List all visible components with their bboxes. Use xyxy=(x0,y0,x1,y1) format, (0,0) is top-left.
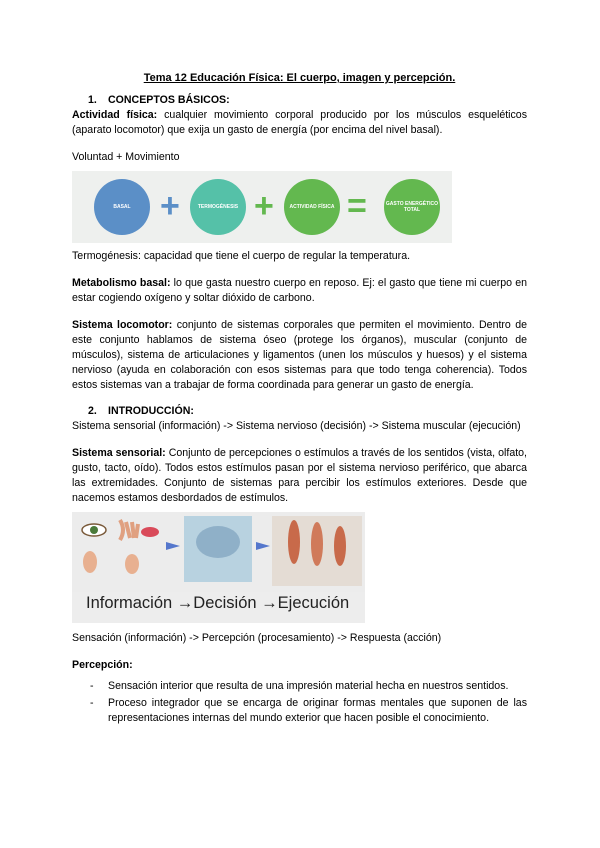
percepcion-list xyxy=(72,679,527,726)
term-percepcion: Percepción: xyxy=(72,659,133,671)
circle-termogenesis: TERMOGÉNESIS xyxy=(190,179,246,235)
definition-sistema-sensorial: Conjunto de percepciones o estímulos a través de los sentidos (vista, olfato, gusto, tacto, oído). Todos estos estímulos pasan por el sistema nervioso periférico, que abarca las extremidades. Conjunto de sistemas para percibir los estímulos exteriores. Desde que nacemos estamos desbordados de estímulos. xyxy=(72,447,527,504)
page-title: Tema 12 Educación Física: El cuerpo, imagen y percepción. xyxy=(143,72,456,84)
senses-illustration xyxy=(72,512,365,592)
list-item xyxy=(72,696,527,726)
list-item-text: Proceso integrador que se encarga de originar formas mentales que suponen de las representaciones internas del mundo exterior que hacen posible el conocimiento. xyxy=(108,697,527,724)
circle-basal: BASAL xyxy=(94,179,150,235)
list-item xyxy=(72,679,527,694)
senses-process-image xyxy=(72,512,365,623)
paragraph-actividad-fisica xyxy=(72,108,527,138)
circle-gasto-energetico: GASTO ENERGÉTICO TOTAL xyxy=(384,179,440,235)
list-bullet: - xyxy=(90,697,94,709)
paragraph-intro-flow: Sistema sensorial (información) -> Sistema nervioso (decisión) -> Sistema muscular (ejecución) xyxy=(72,420,521,432)
definition-actividad-fisica: cualquier movimiento corporal producido por los músculos esqueléticos (aparato locomotor) que exija un gasto de energía (por encima del nivel basal). xyxy=(72,109,527,136)
section-title: CONCEPTOS BÁSICOS: xyxy=(108,94,230,106)
paragraph-sistema-locomotor xyxy=(72,318,527,393)
section-number: 1. xyxy=(88,94,97,106)
definition-metabolismo-basal: lo que gasta nuestro cuerpo en reposo. Ej: el gasto que tiene mi cuerpo en estar cogiendo oxígeno y soltar dióxido de carbono. xyxy=(72,277,528,304)
list-bullet: - xyxy=(90,680,94,692)
equals-sign: = xyxy=(347,187,367,225)
definition-sistema-locomotor: conjunto de sistemas corporales que permiten el movimiento. Dentro de este conjunto hablamos de sistema óseo (protege los órganos), muscular (conjunto de músculos), sistema de articulaciones y ligamentos (unen los músculos y huesos) y el sistema nervioso (ayuda en colaboración con esos sistemas para que todo tenga coherencia). Todos estos sistemas van a trabajar de forma coordinada para generar un gasto de energía. xyxy=(72,319,527,391)
section-number: 2. xyxy=(88,405,97,417)
plus-sign-1: + xyxy=(160,187,180,225)
section-title: INTRODUCCIÓN: xyxy=(108,405,194,417)
energy-equation-diagram xyxy=(72,171,452,243)
term-sistema-locomotor: Sistema locomotor: xyxy=(72,319,173,331)
paragraph-sensacion-flow: Sensación (información) -> Percepción (procesamiento) -> Respuesta (acción) xyxy=(72,632,442,644)
section-heading-conceptos xyxy=(72,94,527,106)
paragraph-metabolismo-basal xyxy=(72,276,527,306)
list-item-text: Sensación interior que resulta de una impresión material hecha en nuestros sentidos. xyxy=(108,680,509,692)
paragraph-sistema-sensorial xyxy=(72,446,527,506)
term-sistema-sensorial: Sistema sensorial: xyxy=(72,447,166,459)
circle-actividad-fisica: ACTIVIDAD FÍSICA xyxy=(284,179,340,235)
term-actividad-fisica: Actividad física: xyxy=(72,109,158,121)
heading-percepcion xyxy=(72,658,527,673)
image-caption: Información →Decisión →Ejecución xyxy=(86,594,350,612)
document-page xyxy=(72,60,527,728)
voluntad-movimiento: Voluntad + Movimiento xyxy=(72,151,180,163)
term-metabolismo-basal: Metabolismo basal: xyxy=(72,277,171,289)
plus-sign-2: + xyxy=(254,187,274,225)
section-heading-introduccion xyxy=(72,405,527,417)
paragraph-termogenesis: Termogénesis: capacidad que tiene el cuerpo de regular la temperatura. xyxy=(72,250,411,262)
